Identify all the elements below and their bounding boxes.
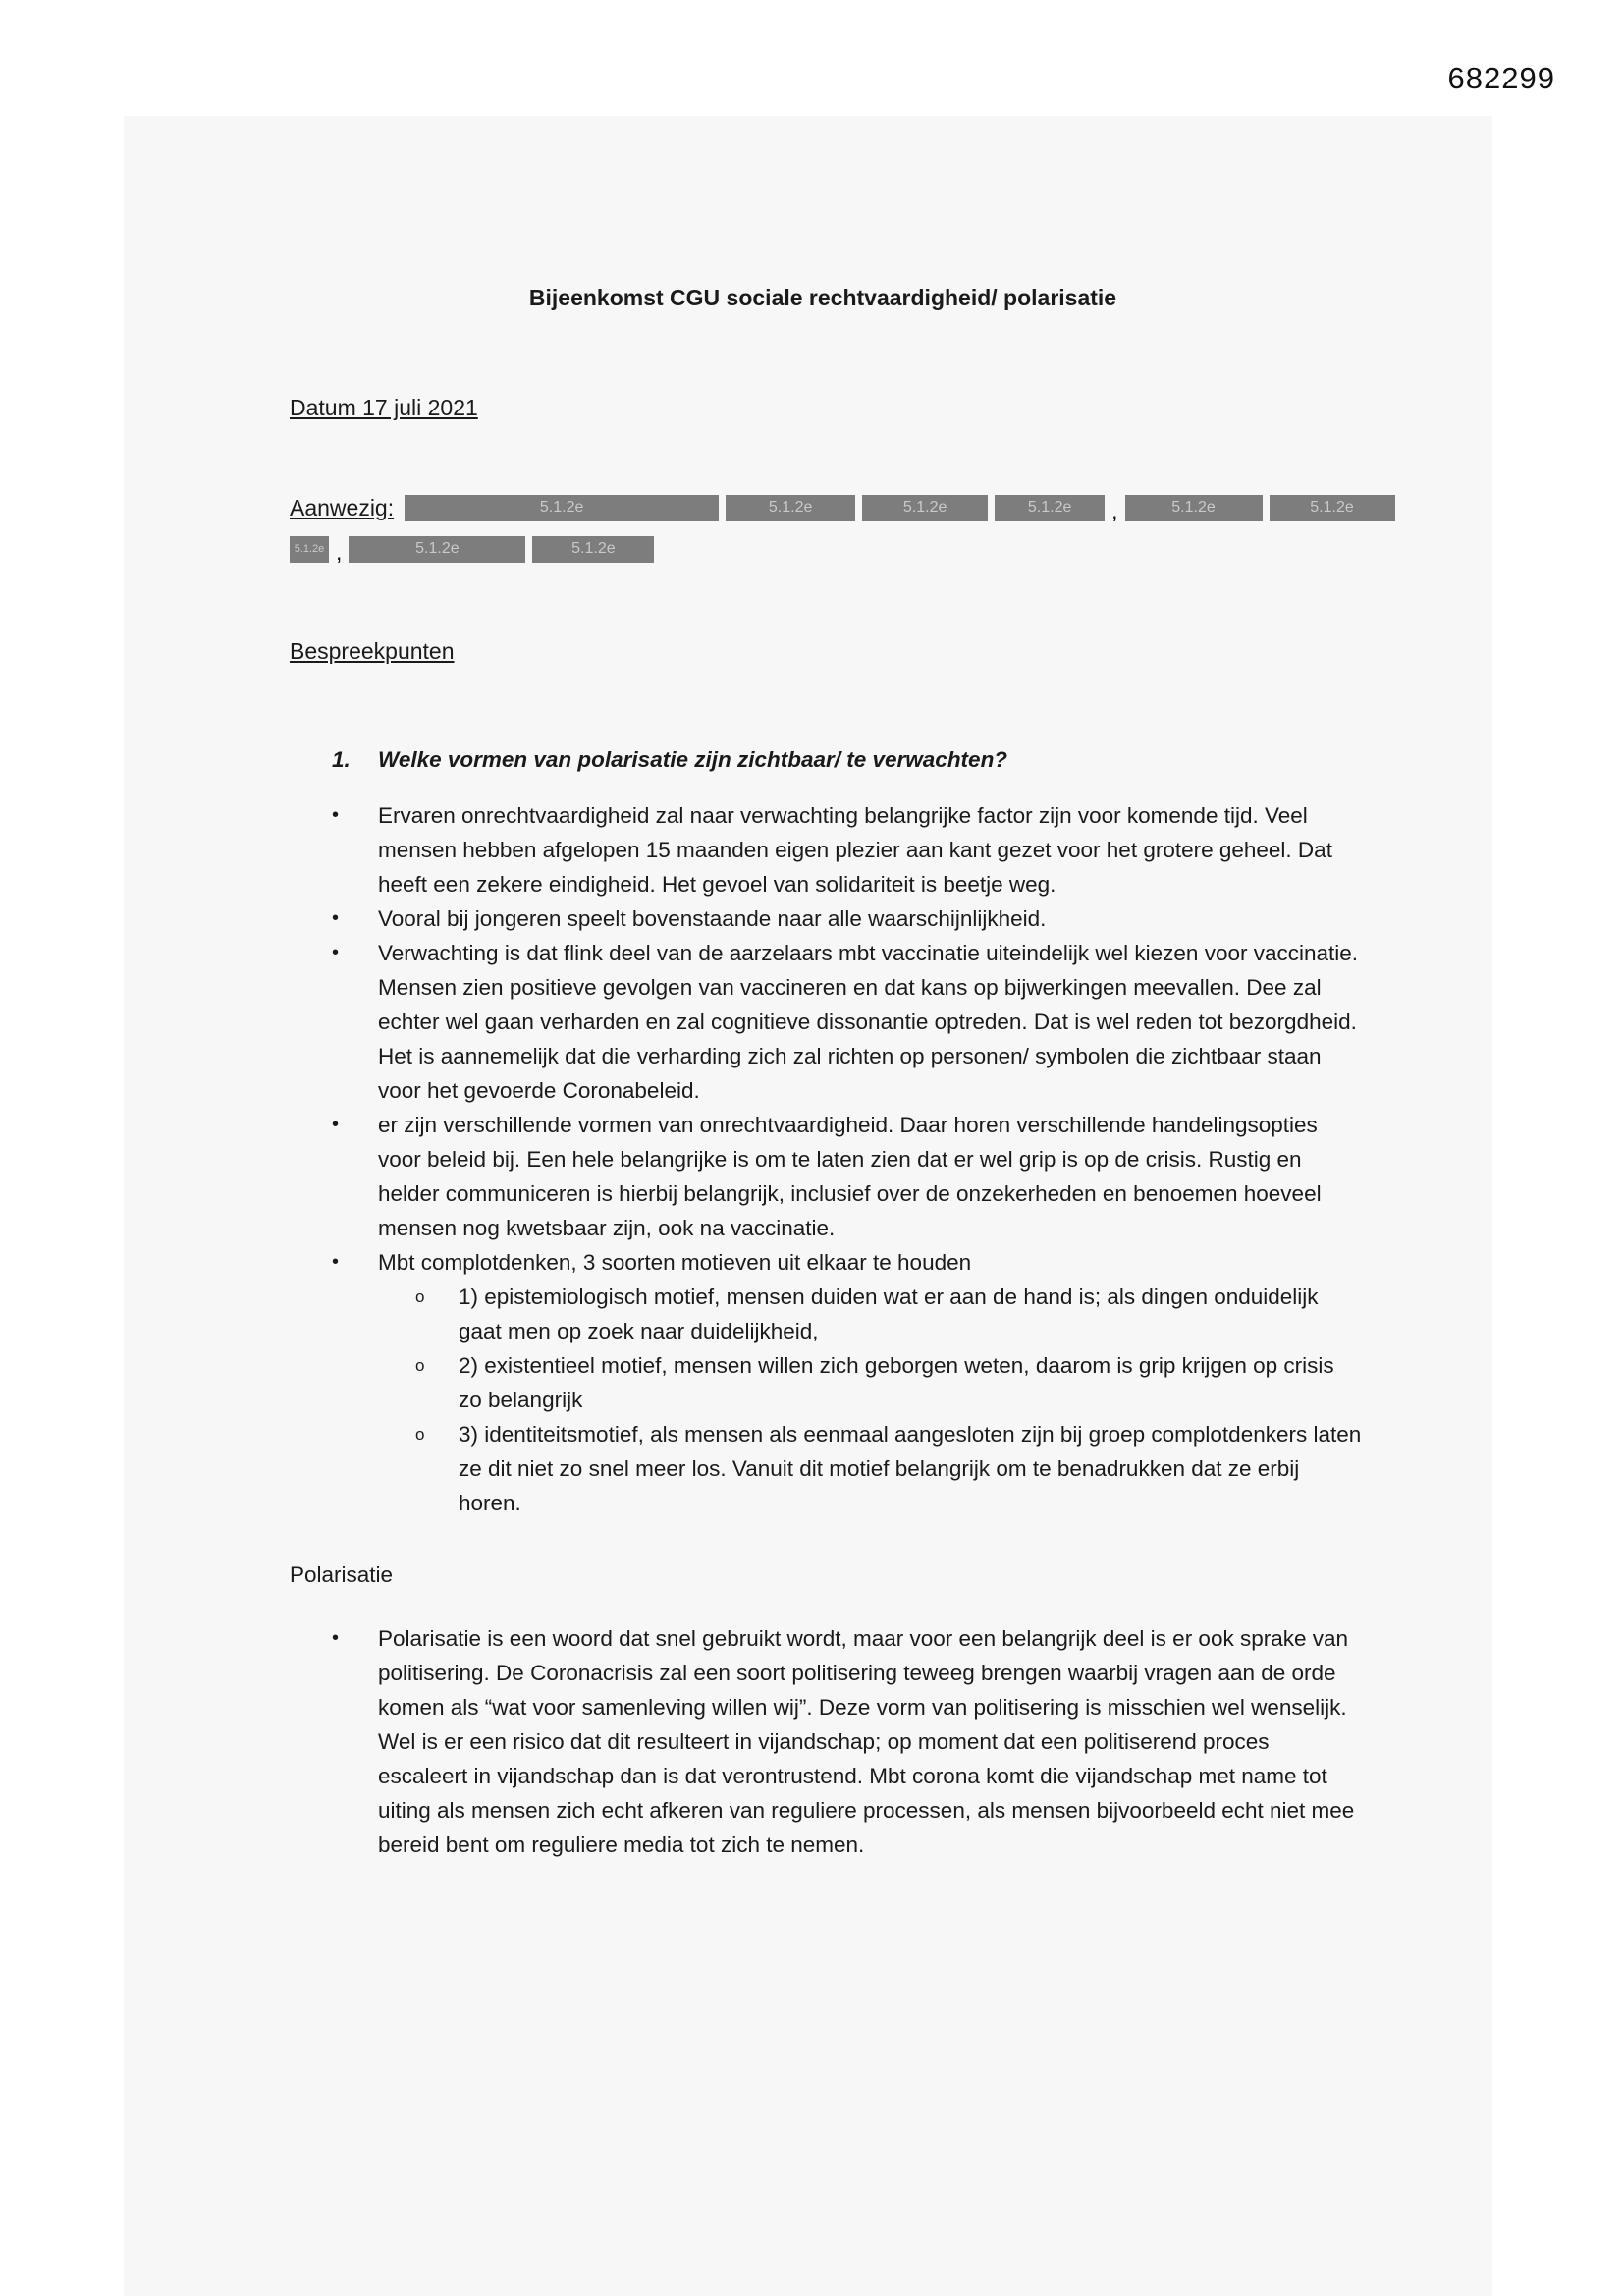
bullet-text: er zijn verschillende vormen van onrechtvaardigheid. Daar horen verschillende handelingsopties voor beleid bij. Een hele belangrijke is om te laten zien dat er wel grip is op de crisis. Rustig en helder communiceren is hierbij belangrijk, inclusief over de onzekerheden en benoemen hoeveel mensen nog kwetsbaar zijn, ook na vaccinatie. xyxy=(378,1113,1322,1240)
sub-bullet-icon: o xyxy=(415,1425,425,1444)
separator-comma: , xyxy=(1111,498,1118,523)
sub-bullet-text: 1) epistemiologisch motief, mensen duiden wat er aan de hand is; als dingen onduidelijk gaat men op zoek naar duidelijkheid, xyxy=(459,1285,1319,1343)
date-line: Datum 17 juli 2021 xyxy=(290,395,478,420)
attendees-row-1 xyxy=(290,491,1370,524)
sub-bullet-icon: o xyxy=(415,1287,425,1306)
sub-bullet-item xyxy=(378,1280,1362,1348)
attendees-label: Aanwezig: xyxy=(290,494,395,520)
document-number: 682299 xyxy=(1447,61,1555,95)
bullet-icon: • xyxy=(332,1114,340,1135)
agenda-item-title: Welke vormen van polarisatie zijn zichtbaar/ te verwachten? xyxy=(378,747,1008,772)
agenda-item-number: 1. xyxy=(332,747,351,772)
bespreekpunten-heading: Bespreekpunten xyxy=(290,638,455,664)
bullet-text: Ervaren onrechtvaardigheid zal naar verwachting belangrijke factor zijn voor komende tijd. Veel mensen hebben afgelopen 15 maanden eigen plezier aan kant gezet voor het grotere geheel. Dat heeft een zekere eindigheid. Het gevoel van solidariteit is beetje weg. xyxy=(378,803,1332,897)
redaction-box: 5.1.2e xyxy=(532,536,654,563)
separator-comma: , xyxy=(336,539,343,565)
bullet-item xyxy=(290,1621,1362,1862)
document-body xyxy=(290,742,1362,1862)
bullet-text: Vooral bij jongeren speelt bovenstaande naar alle waarschijnlijkheid. xyxy=(378,906,1047,931)
bullet-item xyxy=(290,936,1362,1108)
sub-bullet-item xyxy=(378,1348,1362,1417)
attendees-section xyxy=(290,491,1370,574)
bullet-icon: • xyxy=(332,1627,340,1649)
redaction-box: 5.1.2e xyxy=(405,495,719,521)
bullet-icon: • xyxy=(332,804,340,826)
sub-bullet-item xyxy=(378,1417,1362,1520)
redaction-box: 5.1.2e xyxy=(349,536,525,563)
attendees-row-2 xyxy=(290,532,1370,566)
sub-bullet-icon: o xyxy=(415,1356,425,1375)
bullet-item xyxy=(290,1245,1362,1520)
bullet-item xyxy=(290,1108,1362,1245)
redaction-box: 5.1.2e xyxy=(1270,495,1395,521)
bullet-text: Polarisatie is een woord dat snel gebruikt wordt, maar voor een belangrijk deel is er ook sprake van politisering. De Coronacrisis zal een soort politisering teweeg brengen waarbij vragen aan de orde komen als “wat voor samenleving willen wij”. Deze vorm van politisering is misschien wel wenselijk. Wel is er een risico dat dit resulteert in vijandschap; op moment dat een politiserend proces escaleert in vijandschap dan is dat verontrustend. Mbt corona komt die vijandschap met name tot uiting als mensen zich echt afkeren van reguliere processen, als mensen bijvoorbeeld echt niet mee bereid bent om reguliere media tot zich te nemen. xyxy=(378,1626,1355,1857)
redaction-box: 5.1.2e xyxy=(290,536,329,563)
bullet-item xyxy=(290,902,1362,936)
bullet-text: Verwachting is dat flink deel van de aarzelaars mbt vaccinatie uiteindelijk wel kiezen voor vaccinatie. Mensen zien positieve gevolgen van vaccineren en dat kans op bijwerkingen meevallen. Dee zal echter wel gaan verharden en zal cognitieve dissonantie optreden. Dat is wel reden tot bezorgdheid. Het is aannemelijk dat die verharding zich zal richten op personen/ symbolen die zichtbaar staan voor het gevoerde Coronabeleid. xyxy=(378,941,1359,1103)
sub-bullet-text: 2) existentieel motief, mensen willen zich geborgen weten, daarom is grip krijgen op crisis zo belangrijk xyxy=(459,1353,1334,1412)
bullet-lead-text: Mbt complotdenken, 3 soorten motieven uit elkaar te houden xyxy=(378,1250,972,1275)
polarisatie-label: Polarisatie xyxy=(290,1562,394,1587)
redaction-box: 5.1.2e xyxy=(862,495,988,521)
agenda-item-1-heading xyxy=(290,742,1362,777)
bullet-text xyxy=(378,1245,1362,1520)
bullet-item xyxy=(290,798,1362,902)
redaction-box: 5.1.2e xyxy=(1125,495,1263,521)
bullet-icon: • xyxy=(332,907,340,929)
sub-bullet-text: 3) identiteitsmotief, als mensen als eenmaal aangesloten zijn bij groep complotdenkers laten ze dit niet zo snel meer los. Vanuit dit motief belangrijk om te benadrukken dat ze erbij horen. xyxy=(459,1422,1362,1515)
bullet-icon: • xyxy=(332,1251,340,1273)
redaction-box: 5.1.2e xyxy=(995,495,1105,521)
redaction-box: 5.1.2e xyxy=(726,495,855,521)
document-title: Bijeenkomst CGU sociale rechtvaardigheid/ polarisatie xyxy=(528,285,1117,310)
bullet-icon: • xyxy=(332,942,340,963)
